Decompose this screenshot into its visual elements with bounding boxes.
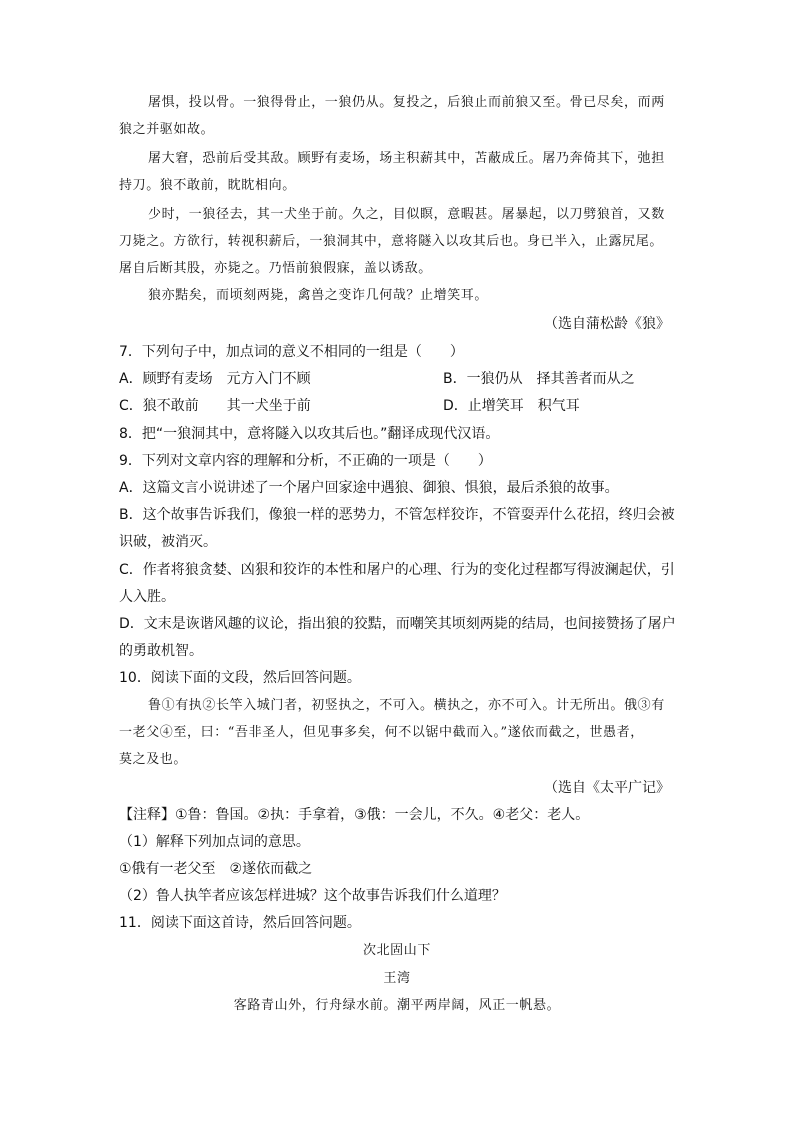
q9-option-b-cont: 识破，被消灭。 bbox=[119, 534, 217, 550]
passage1-line-5: 少时，一狼径去，其一犬坐于前。久之，目似瞑，意暇甚。屠暴起，以刀劈狼首，又数 bbox=[148, 207, 665, 222]
q7-option-d: D．止增笑耳 积气耳 bbox=[443, 398, 580, 414]
q10-source: （选自《太平广记》 bbox=[544, 780, 670, 796]
q9-option-b: B．这个故事告诉我们，像狼一样的恶势力，不管怎样狡诈，不管耍弄什么花招，终归会被 bbox=[119, 507, 675, 523]
passage1-line-1: 屠惧，投以骨。一狼得骨止，一狼仍从。复投之，后狼止而前狼又至。骨已尽矣，而两 bbox=[148, 95, 665, 110]
poem-author: 王湾 bbox=[383, 971, 411, 986]
q9-option-d: D．文末是诙谐风趣的议论，指出狼的狡黠，而嘲笑其顷刻两毙的结局，也间接赞扬了屠户 bbox=[119, 616, 676, 632]
poem-title: 次北固山下 bbox=[362, 943, 431, 958]
passage1-line-4: 持刀。狼不敢前，眈眈相向。 bbox=[119, 178, 296, 193]
q7-option-b: B．一狼仍从 择其善者而从之 bbox=[443, 371, 635, 387]
passage1-line-8: 狼亦黠矣，而顷刻两毙，禽兽之变诈几何哉？止增笑耳。 bbox=[148, 288, 489, 303]
q10-stem: 10．阅读下面的文段，然后回答问题。 bbox=[119, 670, 361, 686]
q10-passage-line-2: 一老父④至，曰：“吾非圣人，但见事多矣，何不以锯中截而入。”遂依而截之，世愚者， bbox=[119, 725, 644, 740]
passage1-line-3: 屠大窘，恐前后受其敌。顾野有麦场，场主积薪其中，苫蔽成丘。屠乃奔倚其下，弛担 bbox=[148, 151, 665, 166]
q10-sub1-items: ①俄有一老父至 ②遂依而截之 bbox=[119, 861, 313, 877]
q9-option-a: A．这篇文言小说讲述了一个屠户回家途中遇狼、御狼、惧狼，最后杀狼的故事。 bbox=[119, 480, 619, 496]
q7-option-c: C．狼不敢前 其一犬坐于前 bbox=[119, 398, 311, 414]
q9-option-c: C．作者将狼贪婪、凶狠和狡诈的本性和屠户的心理、行为的变化过程都写得波澜起伏，引 bbox=[119, 562, 675, 578]
q10-note: 【注释】①鲁：鲁国。②执：手拿着，③俄：一会儿，不久。④老父：老人。 bbox=[119, 807, 590, 823]
poem-line-1: 客路青山外，行舟绿水前。潮平两岸阔，风正一帆悬。 bbox=[233, 998, 561, 1013]
q10-sub2: （2）鲁人执竿者应该怎样进城？这个故事告诉我们什么道理？ bbox=[119, 888, 506, 904]
passage1-line-7: 屠自后断其股，亦毙之。乃悟前狼假寐，盖以诱敌。 bbox=[119, 261, 432, 276]
q10-passage-line-1: 鲁①有执②长竿入城门者，初竖执之，不可入。横执之，亦不可入。计无所出。俄③有 bbox=[148, 698, 665, 713]
q10-sub1: （1）解释下列加点词的意思。 bbox=[119, 834, 310, 850]
q9-option-d-cont: 的勇敢机智。 bbox=[119, 643, 203, 659]
passage1-line-2: 狼之并驱如故。 bbox=[119, 122, 215, 137]
q9-stem: 9．下列对文章内容的理解和分析，不正确的一项是（ ） bbox=[119, 453, 492, 469]
q8-stem: 8．把“一狼洞其中，意将隧入以攻其后也。”翻译成现代汉语。 bbox=[119, 426, 500, 442]
q10-passage-line-3: 莫之及也。 bbox=[119, 752, 188, 767]
q7-stem: 7．下列句子中，加点词的意义不相同的一组是（ ） bbox=[119, 344, 464, 360]
q7-option-a: A．顾野有麦场 元方入门不顾 bbox=[119, 371, 311, 387]
q11-stem: 11．阅读下面这首诗，然后回答问题。 bbox=[119, 915, 361, 931]
passage1-line-6: 刀毙之。方欲行，转视积薪后，一狼洞其中，意将隧入以攻其后也。身已半入，止露尻尾。 bbox=[119, 234, 664, 249]
passage1-source: （选自蒲松龄《狼》 bbox=[544, 316, 670, 332]
q9-option-c-cont: 人入胜。 bbox=[119, 589, 175, 605]
